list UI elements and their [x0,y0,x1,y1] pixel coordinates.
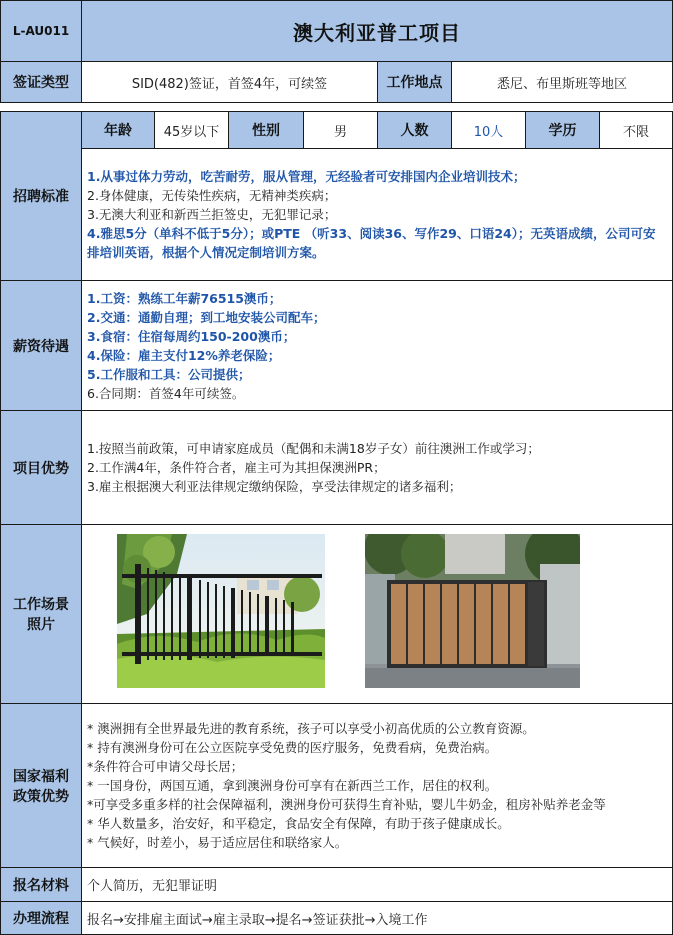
photos-label-line2: 照片 [27,617,55,633]
welfare-label [0,703,82,868]
welfare-label-line2: 政策优势 [13,788,69,805]
visa-type-value: SID(482)签证，首签4年，可续签 [81,61,378,103]
photos-label-line1: 工作场景 [13,597,69,613]
list-item: * 气候好，时差小，易于适应居住和联络家人。 [87,835,348,850]
welfare-label-line1: 国家福利 [13,768,69,785]
education-value: 不限 [599,111,673,149]
list-item: 3.食宿：住宿每周约150-200澳币； [87,328,296,344]
list-item: *可享受多重多样的社会保障福利，澳洲身份可获得生育补贴，婴儿牛奶金，租房补贴养老金等 [87,797,606,812]
gender-label: 性别 [228,111,304,149]
visa-type-label: 签证类型 [0,61,82,103]
list-item: * 一国身份，两国互通，拿到澳洲身份可享有在新西兰工作，居住的权利。 [87,778,498,793]
education-label: 学历 [525,111,600,149]
advantages-label: 项目优势 [0,410,82,525]
project-code: L-AU011 [0,0,82,62]
list-item: *条件符合可申请父母长居； [87,759,244,774]
advantages-list [81,410,673,525]
materials-value: 个人简历，无犯罪证明 [81,867,673,902]
requirements-label: 招聘标准 [0,111,82,281]
list-item: 4.保险：雇主支付12%养老保险； [87,347,281,363]
photos-area [81,524,673,704]
list-item: 5.工作服和工具：公司提供； [87,366,251,382]
gender-value: 男 [303,111,378,149]
salary-label: 薪资待遇 [0,280,82,411]
headcount-label: 人数 [377,111,452,149]
age-value: 45岁以下 [154,111,229,149]
list-item: 3.无澳大利亚和新西兰拒签史，无犯罪记录； [87,207,337,222]
list-item: 6.合同期：首签4年可续签。 [87,385,245,401]
headcount-value: 10人 [451,111,526,149]
list-item: 4.雅思5分（单科不低于5分）；或PTE （听33、阅读36、写作29、口语24）；无英语成绩，公司可安排培训英语，根据个人情况定制培训方案。 [87,226,656,260]
work-location-value: 悉尼、布里斯班等地区 [451,61,673,103]
list-item: * 持有澳洲身份可在公立医院享受免费的医疗服务，免费看病，免费治病。 [87,740,498,755]
fence-photo [117,534,325,688]
list-item: 1.工资：熟练工年薪76515澳币； [87,290,282,306]
list-item: 2.工作满4年，条件符合者，雇主可为其担保澳洲PR； [87,460,386,475]
list-item: 1.从事过体力劳动，吃苦耐劳，服从管理，无经验者可安排国内企业培训技术； [87,169,526,184]
photos-label [0,524,82,704]
gate-photo [365,534,580,688]
list-item: 2.身体健康，无传染性疾病，无精神类疾病； [87,188,337,203]
welfare-list [81,703,673,868]
list-item: * 澳洲拥有全世界最先进的教育系统，孩子可以享受小初高优质的公立教育资源。 [87,721,535,736]
list-item: 1.按照当前政策，可申请家庭成员（配偶和未满18岁子女）前往澳洲工作或学习； [87,441,540,456]
list-item: 3.雇主根据澳大利亚法律规定缴纳保险，享受法律规定的诸多福利； [87,479,462,494]
materials-label: 报名材料 [0,867,82,902]
process-value: 报名→安排雇主面试→雇主录取→提名→签证获批→入境工作 [81,901,673,935]
process-label: 办理流程 [0,901,82,935]
work-location-label: 工作地点 [377,61,452,103]
list-item: * 华人数量多，治安好，和平稳定，食品安全有保障，有助于孩子健康成长。 [87,816,510,831]
salary-list [81,280,673,411]
requirements-list [81,148,673,281]
age-label: 年龄 [81,111,155,149]
page-title: 澳大利亚普工项目 [81,0,673,62]
list-item: 2.交通：通勤自理；到工地安装公司配车； [87,309,326,325]
